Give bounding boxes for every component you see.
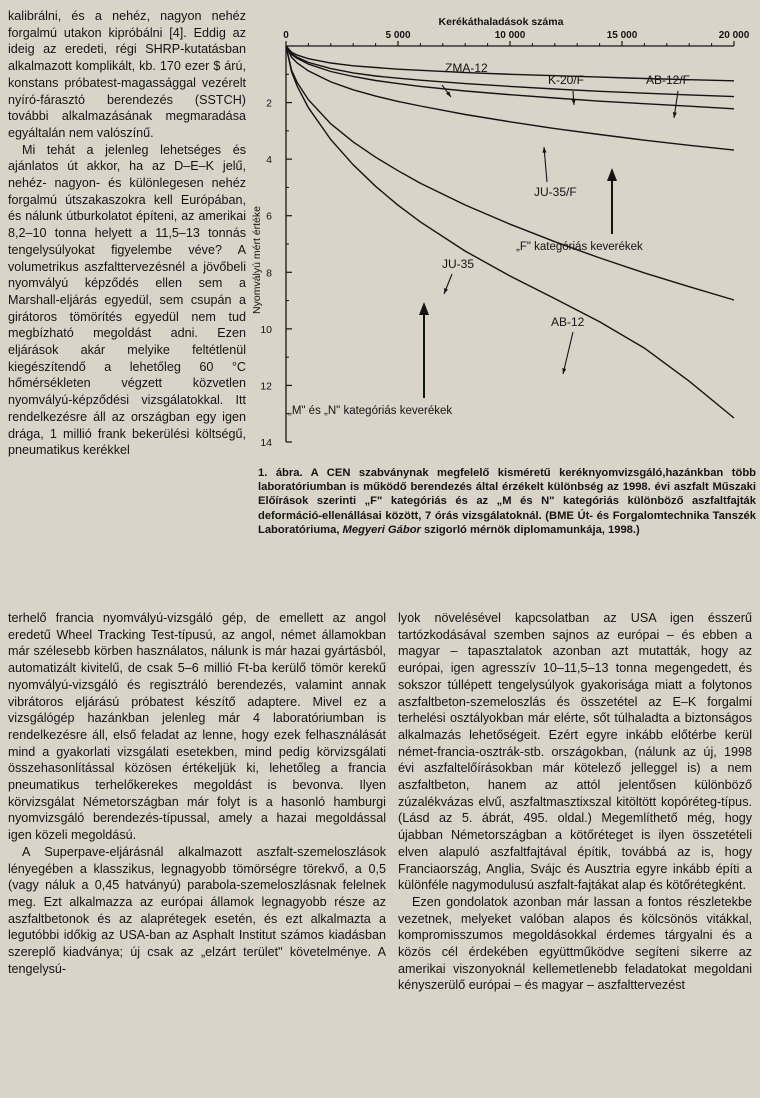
y-tick-label: 8 <box>266 267 272 280</box>
annotation-mn-category: „M" és „N" kategóriás keverékek <box>288 405 453 417</box>
series-label-ab-12-f: AB-12/F <box>646 73 691 87</box>
annotation-f-arrowhead <box>607 168 617 181</box>
caption-text-1: 1. ábra. A CEN szabványnak megfelelő kisméretű keréknyomvizsgáló,hazánkban több laboratóriumban is működő berendezés által érzékelt különbség az 1998. évi aszfalt Műszaki Előírások szerinti „F" kategóriás és az „M és N" kategóriás különböző aszfaltfajták deformáció-ellenállásai között, 7 órás vizsgálatoknál. (BME Út- és Forgalomtechnika Tanszék Laboratóriuma, <box>258 467 756 536</box>
paragraph: Ezen gondolatok azonban már lassan a fontos részletekbe vezetnek, melyeket valóban alapos és kölcsönös vitákkal, kompromisszumos megoldásokkal érdemes tárgyalni és a közös cél érdekében együttműködve segíteni sikerre az amerikai viszonyoknál kellemetlenebb feladatokat megoldani kényszerülő európai – és magyar – aszfalttervezést <box>398 894 752 993</box>
y-tick-label: 2 <box>266 97 272 110</box>
series-line-k-20-f <box>286 46 734 97</box>
series-line-ju-35-f <box>286 46 734 150</box>
left-column-top <box>8 8 246 459</box>
series-line-ab-12 <box>286 46 734 418</box>
caption-text-2: szigorló mérnök diplomamunkája, 1998.) <box>420 523 640 536</box>
series-label-ab-12: AB-12 <box>551 315 585 329</box>
series-label-k-20-f: K-20/F <box>548 73 585 87</box>
y-tick-label: 14 <box>260 437 272 449</box>
paragraph: kalibrálni, és a nehéz, nagyon nehéz forgalmú utakon kipróbálni [4]. Eddig az ideig az eredeti, régi SHRP-kutatásban alkalmazott komplikált, kb. 170 ezer $ árú, konstans próbatest-magassággal vezérelt nyíró-fárasztó berendezés (SSTCH) további alkalmazásának megmaradása egyáltalán nem valószínű. <box>8 9 246 140</box>
series-label-ju-35: JU-35 <box>442 257 475 271</box>
leader-arrowhead <box>444 288 448 294</box>
x-tick-label: 10 000 <box>494 30 526 41</box>
series-label-zma-12: ZMA-12 <box>445 61 488 75</box>
leader-arrowhead <box>673 112 677 118</box>
rut-depth-chart <box>246 6 758 456</box>
leader-line <box>563 332 573 374</box>
x-tick-label: 15 000 <box>606 30 638 41</box>
paragraph: lyok növelésével kapcsolatban az USA igen ésszerű tartózkodásával szemben sajnos az európai – és ebben a magyar – tapasztalatok azonban azt mutatták, hogy az európai, igen agresszív 10–11,5–13 tonna megengedett, és sokszor túllépett tengelysúlyok gyakorisága miatt a folytonos aszfaltbeton-szemeloszlás és összetétel az E–K forgalmi terhelési osztályokban már elérte, sőt túlhaladta a biztonságos alkalmazás lehetőségeit. Ezért egyre inkább előtérbe kerül német-francia-osztrák-stb. országokban, (nálunk az új, 1998 évi aszfaltelőírásokban már kötelező jelleggel is) a nem aszfaltbeton, hanem az attól jelentősen különböző zúzalékvázas elvű, aszfaltmasztixszal kitöltött kopóréteg-típus. (Lásd az 5. ábrát, 495. oldal.) Megemlíthető még, hogy újabban Németországban a kötőréteget is ilyen összetételi elven alapuló aszfaltfajtával építik, továbbá az is, hogy Franciaország, Anglia, Svájc és Ausztria egyre inkább építi a különféle nagymodulusú aszfalt-fajtákat alap és kötőrétegként. <box>398 611 752 893</box>
annotation-mn-arrowhead <box>419 302 429 315</box>
y-axis <box>260 46 292 449</box>
caption-author: Megyeri Gábor <box>342 523 421 536</box>
paragraph: A Superpave-eljárásnál alkalmazott aszfalt-szemeloszlások lényegében a klasszikus, legnagyobb tömörségre törekvő, a 0,5 (vagy náluk a 0,45 hatványú) parabola-szemeloszlásnak felelnek meg. Ezt alkalmazza az európai államok legnagyobb része az aszfaltbetonok és az alaprétegek esetén, és ezt alkalmazta a legutóbbi időkig az USA-ban az Asphalt Institut számos kiadásban szereplő kiadványa; új csak az „elzárt terület" követelménye. A tengelysú- <box>8 844 386 976</box>
series-labels <box>442 61 690 374</box>
y-tick-label: 12 <box>260 380 272 393</box>
x-axis-title: Kerékáthaladások száma <box>438 16 564 28</box>
paragraph: Mi tehát a jelenleg lehetséges és ajánlatos út akkor, ha az D–E–K jelű, nehéz- nagyon- és különlegesen nehéz forgalmú útszakaszokra kell Európában, és nálunk útburkolatot építeni, az amerikai 8,2–10 tonna helyett a 11,5–13 tonnás tengelysúlyokat figyelembe véve? A volumetrikus aszfalttervezésnél a jövőbeli nyomvályú képződés ellen sem a Marshall-eljárás egyedül, sem csupán a girátoros tömörítés egyedül nem tud megbízható megoldást adni. Ezen eljárások akár melyike feltétlenül kiegészítendő a lehetőleg 60 °C hőmérsékleten végzett közvetlen nyomvályú-képződési vizsgálatokkal. Itt rendelkezésre áll az országban egy igen drága, 1 millió frank bekerülési költségű, pneumatikus kerékkel <box>8 142 246 458</box>
x-tick-label: 20 000 <box>718 30 750 41</box>
x-axis <box>283 30 750 46</box>
y-tick-label: 10 <box>260 323 272 336</box>
series-lines <box>286 46 734 418</box>
paragraph: terhelő francia nyomvályú-vizsgáló gép, de emellett az angol eredetű Wheel Tracking Test-típusú, az angol, német államokban már szélesebb körben használatos, nálunk is már hazai gyártásból, automatizált kivitelű, de csak 5–6 millió Ft-ba kerülő tömör kerekű nyomvályú-vizsgáló és regisztráló berendezés, valamint annak vibrátoros eljárású próbatest készítő adaptere. Mivel ez a vizsgálógép hazánkban jelenleg már 4 laboratóriumban is rendelkezésre áll, első feladat az lenne, hogy ezek felhasználását mind a gyakorlati vizsgálati esetekben, mind pedig körvizsgálati összehasonlítással közösen értékeljük ki, lehetőleg a francia pneumatikus terhelőkerekes megoldást is bevonva. Ilyen körvizsgálat Németországban már folyt is a hasonló hamburgi nyomvizsgáló berendezés-típussal, amely a hazai megoldással igen közeli megoldású. <box>8 611 386 843</box>
x-tick-label: 5 000 <box>385 30 411 41</box>
y-tick-label: 4 <box>266 154 272 167</box>
y-axis-title: Nyomvályú mért értéke <box>251 206 263 314</box>
left-column-bottom <box>8 610 386 977</box>
leader-arrowhead <box>562 368 566 374</box>
series-label-ju-35-f: JU-35/F <box>534 185 577 199</box>
right-column-bottom <box>398 610 752 994</box>
figure-caption <box>258 466 756 537</box>
annotation-f-category: „F" kategóriás keverékek <box>516 241 643 253</box>
x-tick-label: 0 <box>283 30 289 41</box>
y-tick-label: 6 <box>266 210 272 223</box>
